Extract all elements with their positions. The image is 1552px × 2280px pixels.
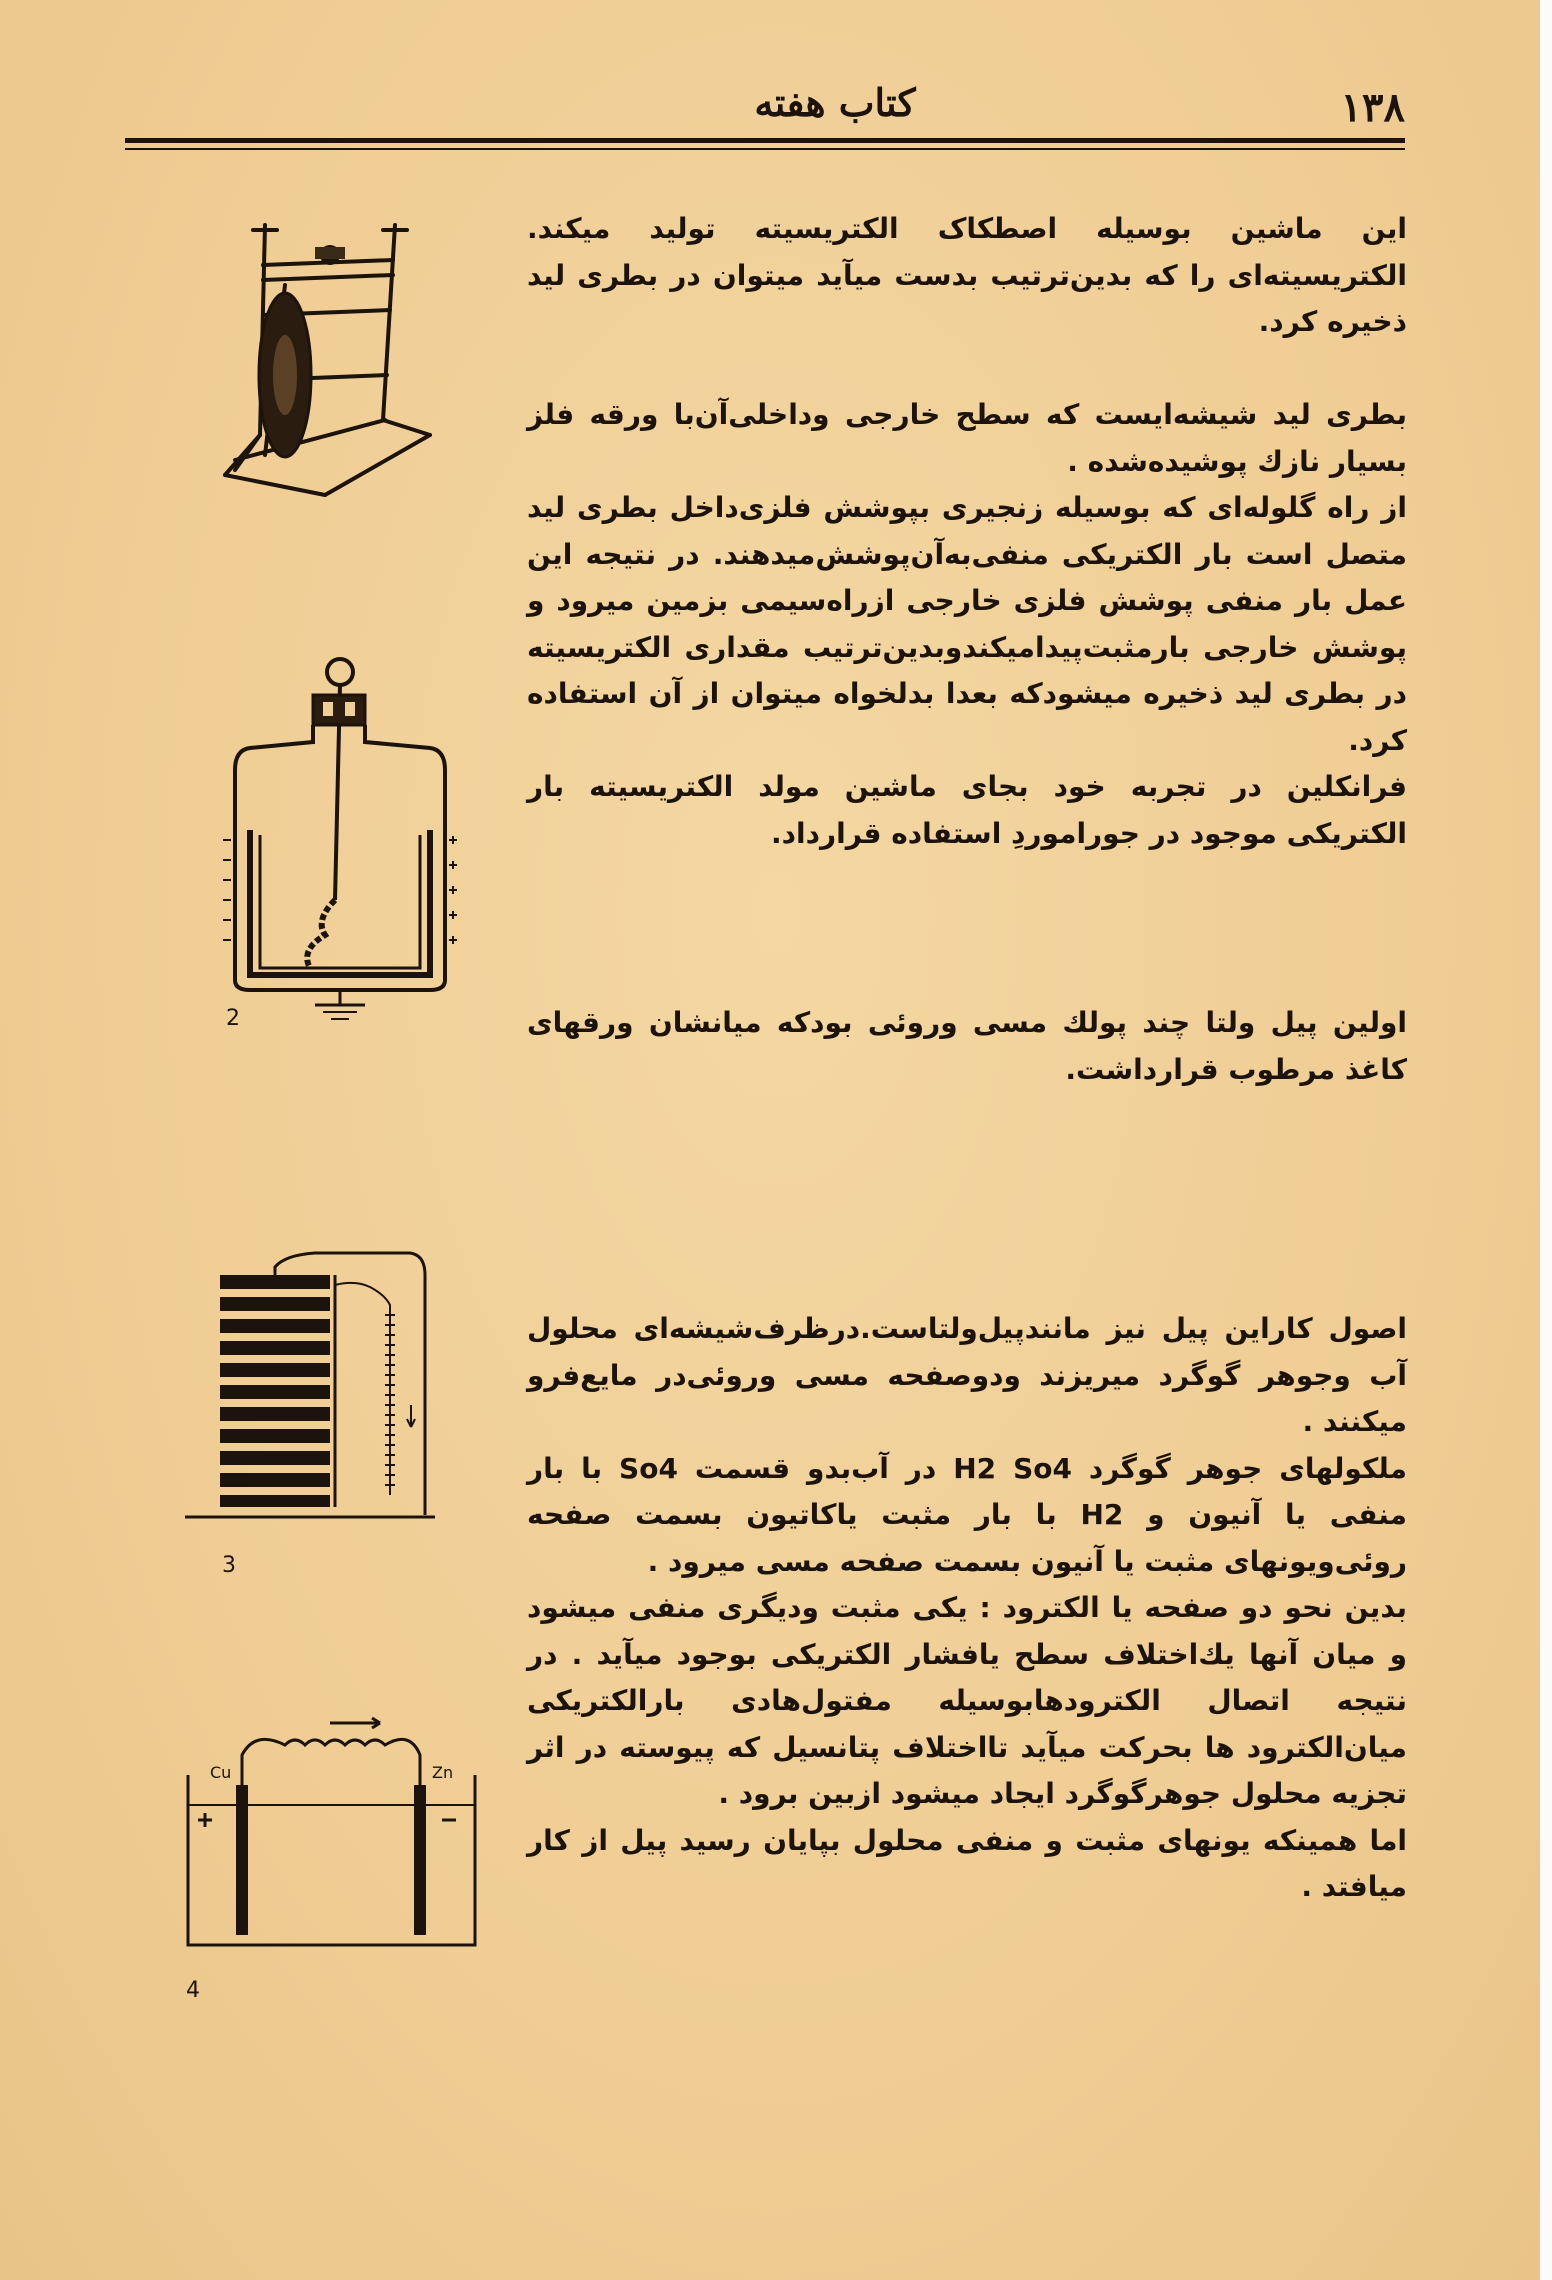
leyden-jar-illustration [205, 650, 475, 1030]
text-block-2 [527, 392, 1407, 857]
paragraph: اولین پیل ولتا چند پولك مسی وروئی بودکه میانشان ورقهای کاغذ مرطوب قرارداشت. [527, 1006, 1407, 1086]
electrochemical-cell-illustration [180, 1715, 490, 1965]
paragraph: فرانکلین در تجربه خود بجای ماشین مولد الکتریسیته بار الکتریکی موجود در جوراموردِ استفاده قرارداد. [527, 770, 1407, 850]
paragraph: ملکولهای جوهر گوگرد H2 So4 در آب‌بدو قسمت So4 با بار منفی یا آنیون و H2 با بار مثبت یاکاتیون بسمت صفحه روئی‌ویونهای مثبت یا آنیون بسمت صفحه مسی میرود . [527, 1451, 1407, 1578]
figure-3-label: 3 [222, 1553, 236, 1578]
page-header [125, 80, 1405, 150]
paragraph: اما همینکه یونهای مثبت و منفی محلول بپایان رسید پیل از کار میافتد . [527, 1823, 1407, 1903]
page-edge [1540, 0, 1552, 2280]
figure-4-label: 4 [186, 1978, 200, 2003]
figure-4-cu-label: Cu [210, 1763, 232, 1782]
friction-machine-illustration [205, 205, 445, 505]
paragraph: از راه گلوله‌ای که بوسیله زنجیری بپوشش فلزی‌داخل بطری لید متصل است بار الکتریکی منفی‌به‌آن‌پوشش‌میدهند. در نتیجه این عمل بار منفی پوشش فلزی خارجی ازراه‌سیمی بزمین میرود و پوشش خارجی بارمثبت‌پیدامیکندوبدین‌ترتیب مقداری الکتریسیته در بطری لید ذخیره میشودکه بعدا بدلخواه میتوان از آن استفاده کرد. [527, 491, 1407, 757]
header-rule-thin [125, 148, 1405, 150]
paragraph: اصول کاراین پیل نیز مانندپیل‌ولتاست.درظرف‌شیشه‌ای محلول آب وجوهر گوگرد میریزند ودوصفحه مسی وروئی‌در مایع‌فرو میکنند . [527, 1312, 1407, 1438]
text-block-3 [527, 1000, 1407, 1093]
paragraph: بطری لید شیشه‌ایست که سطح خارجی وداخلی‌آن‌با ورقه فلز بسیار نازك پوشیده‌شده . [527, 398, 1407, 478]
page-number: ۱۳۸ [1340, 84, 1405, 131]
header-rule [125, 138, 1405, 143]
figure-2-label: 2 [226, 1006, 240, 1031]
voltaic-pile-illustration [185, 1245, 445, 1545]
paragraph: این ماشین بوسیله اصطکاک الکتریسیته تولید میکند. الکتریسیته‌ای را که بدین‌ترتیب بدست میآید میتوان در بطری لید ذخیره کرد. [527, 212, 1407, 338]
text-block-1 [527, 206, 1407, 346]
text-block-4 [527, 1306, 1407, 1911]
paragraph: بدین نحو دو صفحه یا الکترود : یکی مثبت ودیگری منفی میشود و میان آنها یك‌اختلاف سطح یافشار الکتریکی بوجود میآید . در نتیجه اتصال الکترودهابوسیله مفتول‌هادی بارالکتریکی میان‌الکترود ها بحرکت میآید تااختلاف پتانسیل که پیوسته در اثر تجزیه محلول جوهرگوگرد ایجاد میشود ازبین برود . [527, 1591, 1407, 1810]
book-title: کتاب هفته [754, 80, 916, 125]
figure-4-zn-label: Zn [432, 1763, 454, 1782]
